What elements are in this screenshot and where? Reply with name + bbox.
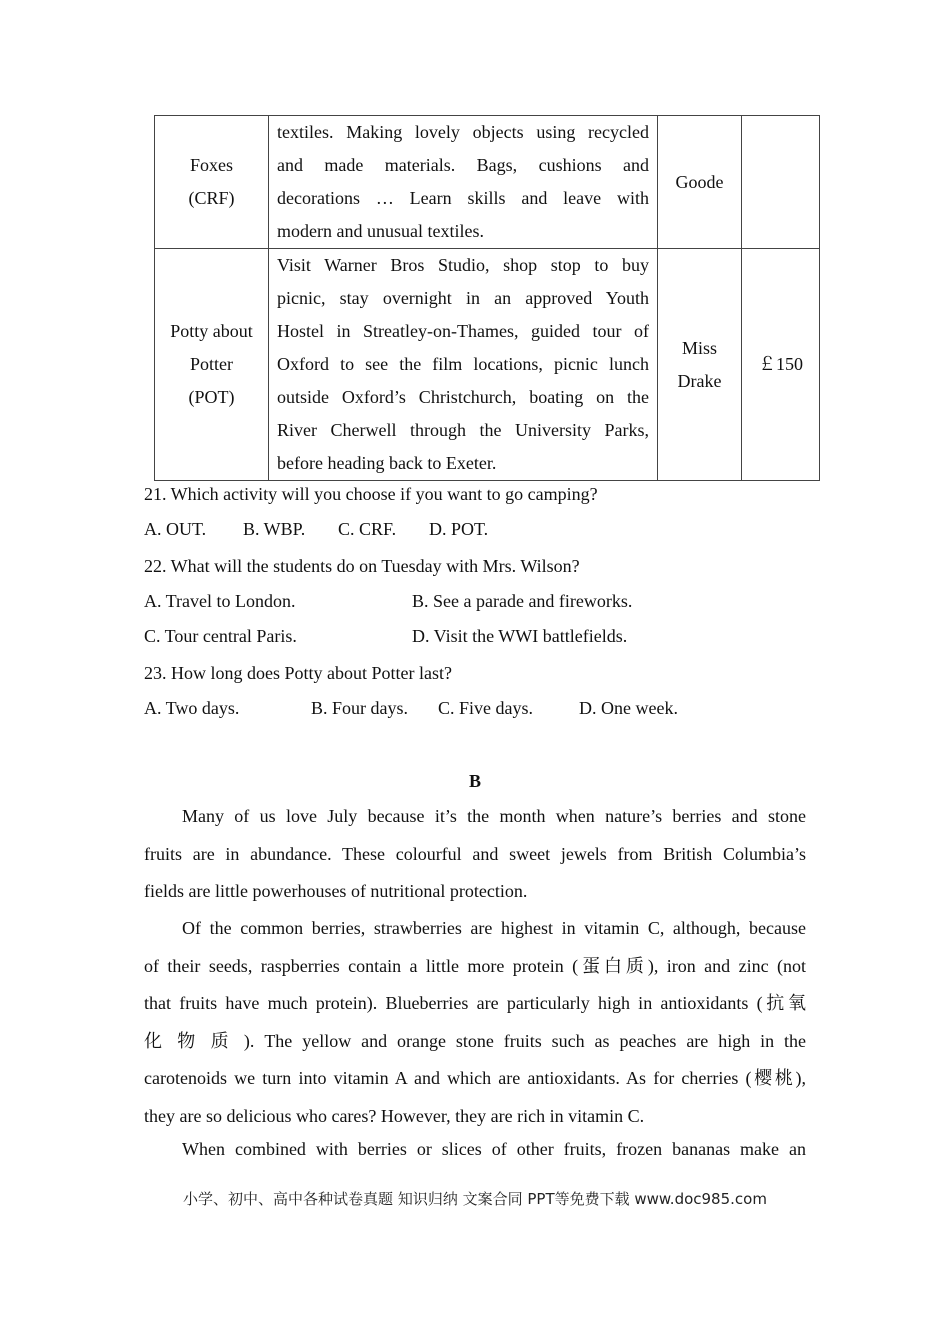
answer-option: B. See a parade and fireworks. [412,591,633,611]
answer-option: B. Four days. [311,698,409,718]
answer-option: C. CRF. [338,519,397,539]
answer-option: C. Tour central Paris. [144,626,297,646]
answer-option: A. Travel to London. [144,591,296,611]
section-title: B [468,771,481,791]
page-footer: 小学、初中、高中各种试卷真题 知识归纳 文案合同 PPT等免费下载 www.doc985.com [183,1190,767,1208]
answer-option: B. WBP. [243,519,306,539]
question-stem: 23. How long does Potty about Potter last? [144,663,452,683]
passage-paragraph: Of the common berries, strawberries are highest in vitamin C, although, because of their seeds, raspberries contain a little more protein (蛋白质), iron and zinc (not that fruits have much protein). Blueberries are particularly high in antioxidants (抗氧 化 物 质 ). The yellow and orange stone fruits such as peaches are high in the carotenoids we turn into vitamin A and which are antioxidants. As for cherries (樱桃), they are so delicious who cares? However, they are rich in vitamin C. [144,918,806,1126]
activity-name-cell: Foxes (CRF) [155,116,269,249]
table-row [155,116,820,249]
cost-cell: ￡150 [742,249,820,481]
cost-cell [742,116,820,249]
question-stem: 21. Which activity will you choose if you want to go camping? [144,484,598,504]
activity-description-cell: Visit Warner Bros Studio, shop stop to buy picnic, stay overnight in an approved Youth Hostel in Streatley-on-Thames, guided tour of Oxford to see the film locations, picnic lunch outside Oxford’s Christchurch, boating on the River Cherwell through the University Parks, before heading back to Exeter. [269,249,658,481]
activities-table [154,115,820,481]
answer-option: D. POT. [429,519,489,539]
question-stem: 22. What will the students do on Tuesday with Mrs. Wilson? [144,556,580,576]
answer-option: A. Two days. [144,698,240,718]
activity-name-cell: Potty about Potter (POT) [155,249,269,481]
table-row [155,249,820,481]
passage-paragraph: Many of us love July because it’s the month when nature’s berries and stone fruits are in abundance. These colourful and sweet jewels from British Columbia’s fields are little powerhouses of nutritional protection. [144,806,806,901]
answer-option: C. Five days. [438,698,534,718]
answer-option: A. OUT. [144,519,207,539]
teacher-cell: Goode [658,116,742,249]
teacher-cell: Miss Drake [658,249,742,481]
passage-paragraph: When combined with berries or slices of other fruits, frozen bananas make an [182,1139,806,1159]
activity-description-cell: textiles. Making lovely objects using recycled and made materials. Bags, cushions and decorations … Learn skills and leave with modern and unusual textiles. [269,116,658,249]
answer-option: D. Visit the WWI battlefields. [412,626,628,646]
answer-option: D. One week. [579,698,678,718]
